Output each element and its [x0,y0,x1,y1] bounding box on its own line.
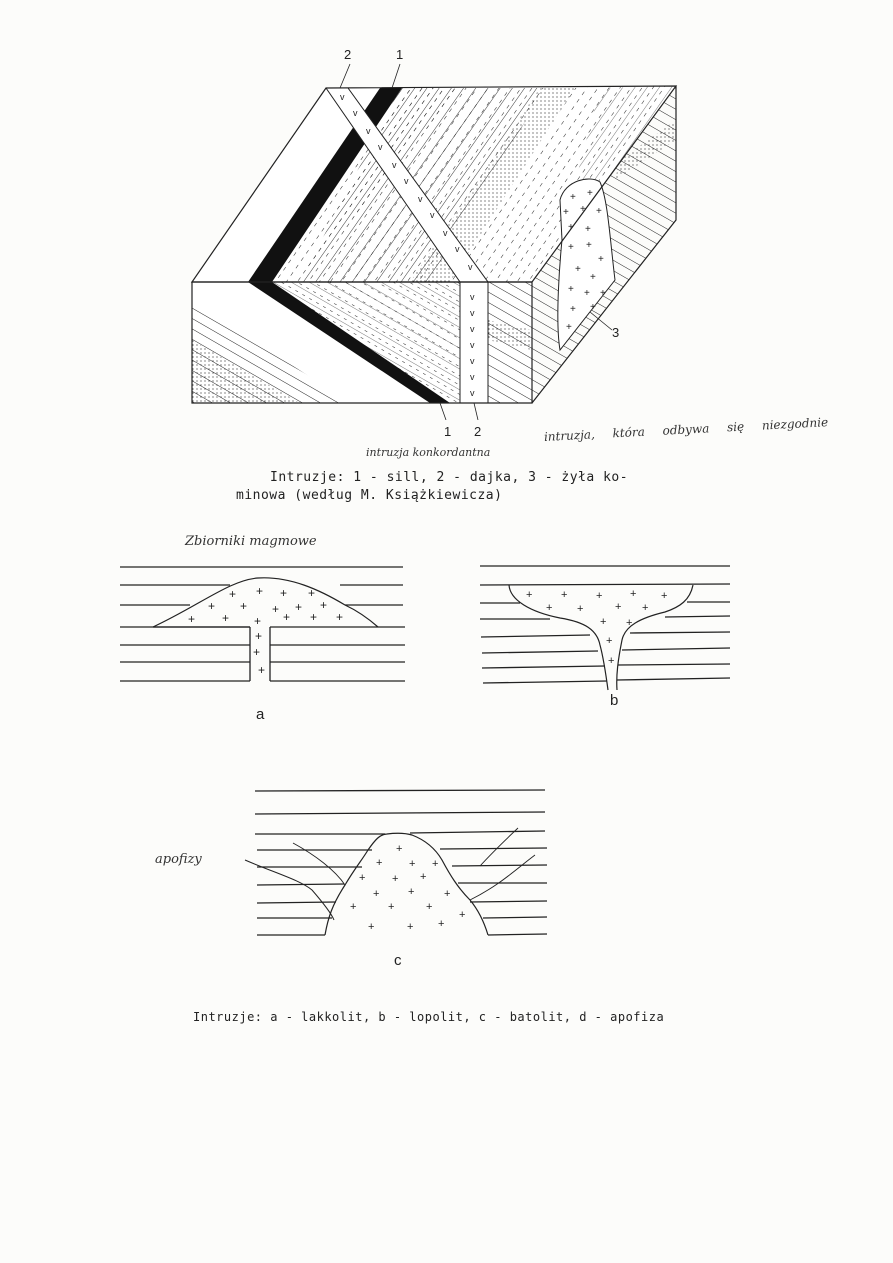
svg-text:+: + [561,589,568,601]
block-diagram-svg [0,0,893,420]
svg-text:v: v [468,262,473,272]
svg-text:v: v [392,160,397,170]
svg-text:+: + [577,603,584,615]
svg-text:+: + [438,918,445,930]
svg-text:+: + [229,587,237,601]
handwritten-note-discordant: intruzja, która odbywa się niezgodnie [543,415,829,444]
svg-text:+: + [258,663,266,677]
svg-text:+: + [396,843,403,855]
svg-text:v: v [470,356,475,366]
svg-text:+: + [359,872,366,884]
svg-text:+: + [598,254,604,265]
svg-text:v: v [470,292,475,302]
svg-text:+: + [368,921,375,933]
svg-text:+: + [608,655,615,667]
svg-text:+: + [630,588,637,600]
svg-text:+: + [444,888,451,900]
svg-text:+: + [272,602,280,616]
svg-text:+: + [600,288,606,299]
svg-text:v: v [404,176,409,186]
svg-text:+: + [590,272,596,283]
svg-text:+: + [253,645,261,659]
svg-text:+: + [566,322,572,333]
svg-text:+: + [546,602,553,614]
svg-text:+: + [295,600,303,614]
svg-text:v: v [443,228,448,238]
svg-text:+: + [432,858,439,870]
svg-text:v: v [353,108,358,118]
svg-text:+: + [580,204,586,215]
svg-text:+: + [222,611,230,625]
panel-b-label: b [610,692,619,709]
svg-text:+: + [336,610,344,624]
svg-text:v: v [470,340,475,350]
svg-text:+: + [350,901,357,913]
svg-text:+: + [320,598,328,612]
handwritten-note-concordant: intruzja konkordantna [366,446,491,459]
svg-text:+: + [615,601,622,613]
figure1-caption-line1: Intruzje: 1 - sill, 2 - dajka, 3 - żyła ko- [270,470,629,485]
svg-text:+: + [408,886,415,898]
svg-text:+: + [526,589,533,601]
svg-text:v: v [340,92,345,102]
svg-text:+: + [407,921,414,933]
handwritten-apofizy: apofizy [155,852,202,867]
panel-a-label: a [256,706,265,723]
svg-text:+: + [570,304,576,315]
svg-text:+: + [563,207,569,218]
svg-text:+: + [642,602,649,614]
svg-text:v: v [418,194,423,204]
svg-text:+: + [626,617,633,629]
svg-text:+: + [388,901,395,913]
svg-text:+: + [392,873,399,885]
svg-text:+: + [208,599,216,613]
svg-text:+: + [255,629,263,643]
svg-text:+: + [459,909,466,921]
svg-text:v: v [455,244,460,254]
svg-text:+: + [590,302,596,313]
svg-text:+: + [188,612,196,626]
svg-text:+: + [409,858,416,870]
svg-text:+: + [426,901,433,913]
panel-c-label: c [394,952,402,969]
figure2-caption: Intruzje: a - lakkolit, b - lopolit, c - batolit, d - apofiza [193,1010,665,1024]
svg-text:+: + [256,584,264,598]
svg-text:v: v [470,308,475,318]
svg-text:+: + [310,610,318,624]
svg-text:v: v [470,324,475,334]
svg-text:+: + [600,616,607,628]
svg-text:+: + [587,188,593,199]
svg-text:+: + [606,635,613,647]
svg-text:+: + [596,590,603,602]
svg-text:v: v [366,126,371,136]
svg-text:v: v [470,372,475,382]
svg-text:+: + [373,888,380,900]
svg-text:+: + [420,871,427,883]
figure1-caption-line2: minowa (według M. Książkiewicza) [236,488,503,503]
label-sill-bottom: 1 [444,424,452,439]
svg-text:+: + [240,599,248,613]
svg-text:v: v [430,210,435,220]
svg-text:+: + [376,857,383,869]
svg-text:+: + [586,240,592,251]
svg-text:+: + [570,192,576,203]
svg-text:+: + [661,590,668,602]
svg-text:+: + [308,586,316,600]
label-dyke-bottom: 2 [474,424,482,439]
svg-text:+: + [568,222,574,233]
svg-text:+: + [584,288,590,299]
svg-text:+: + [585,224,591,235]
svg-text:+: + [283,610,291,624]
label-stock: 3 [612,325,620,340]
svg-text:+: + [575,264,581,275]
svg-text:v: v [378,142,383,152]
svg-text:+: + [280,586,288,600]
svg-text:+: + [568,284,574,295]
label-dyke-top: 2 [344,47,352,62]
label-sill-top: 1 [396,47,404,62]
svg-text:v: v [470,388,475,398]
svg-text:+: + [568,242,574,253]
svg-text:+: + [254,614,262,628]
handwritten-title-magma-chambers: Zbiorniki magmowe [185,534,317,549]
svg-text:+: + [596,206,602,217]
